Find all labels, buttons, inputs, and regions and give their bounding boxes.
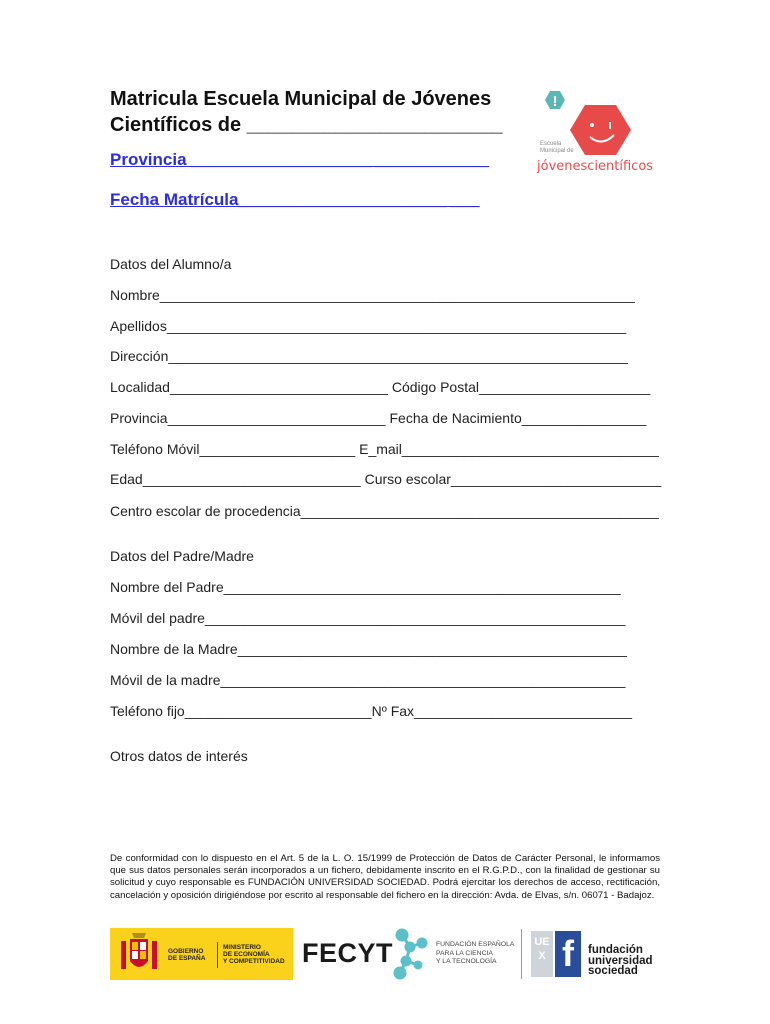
logo-small-text-2: Municipal de xyxy=(540,148,574,154)
provincia-header: Provincia ___________________ ____________ xyxy=(110,150,490,169)
gobierno-line-2: DE ESPAÑA xyxy=(168,955,206,963)
fundacion-f-icon: f xyxy=(555,931,581,977)
field-localidad-cp[interactable]: Localidad____________________________ Código Postal______________________ xyxy=(110,379,651,395)
gobierno-line-1: GOBIERNO xyxy=(168,948,204,955)
uex-fundacion-logo xyxy=(521,929,583,979)
fecyt-logo-text: FECYT xyxy=(302,938,394,968)
fecha-matricula-header: Fecha Matrícula______________________ ___ xyxy=(110,190,480,209)
fu-line-1: fundación xyxy=(588,944,643,956)
alumno-heading: Datos del Alumno/a xyxy=(110,256,232,272)
page-title xyxy=(110,86,530,138)
fecyt-subtitle: FUNDACIÓN ESPAÑOLA PARA LA CIENCIA Y LA TECNOLOGÍA xyxy=(436,941,515,966)
fundacion-universidad-text xyxy=(588,945,653,977)
ministerio-line-3: Y COMPETITIVIDAD xyxy=(223,958,285,966)
field-nombre-madre[interactable]: Nombre de la Madre__________________________________________________ xyxy=(110,641,627,657)
field-direccion[interactable]: Dirección___________________________________________________________ xyxy=(110,348,628,364)
field-telefono-fijo-fax[interactable]: Teléfono fijo________________________Nº Fax____________________________ xyxy=(110,703,633,719)
ministerio-line-1: MINISTERIO xyxy=(223,944,261,951)
uex-mark: UEX xyxy=(531,931,553,977)
fu-line-3: sociedad xyxy=(588,965,638,977)
field-nombre-padre[interactable]: Nombre del Padre___________________________________________________ xyxy=(110,579,621,595)
field-provincia-nacimiento[interactable]: Provincia____________________________ Fecha de Nacimiento________________ xyxy=(110,410,647,426)
jovenes-cientificos-logo xyxy=(530,85,654,180)
field-centro-escolar[interactable]: Centro escolar de procedencia______________________________________________ xyxy=(110,503,659,519)
spain-coat-of-arms-icon xyxy=(118,931,160,977)
fu-line-2: universidad xyxy=(588,954,653,967)
padres-heading: Datos del Padre/Madre xyxy=(110,548,254,564)
logo-small-text-1: Escuela xyxy=(540,141,562,147)
field-edad-curso[interactable]: Edad____________________________ Curso escolar___________________________ xyxy=(110,471,662,487)
legal-notice: De conformidad con lo dispuesto en el Art. 5 de la L. O. 15/1999 de Protección de Datos de Carácter Personal, le informamos que sus datos personales serán incorporados a un fichero, debidamente inscrito en el R.G.P.D., con la finalidad de gestionar su solicitud y cuyo responsable es FUNDACIÓN UNIVERSIDAD SOCIEDAD. Podrá ejercitar los derechos de acceso, rectificación, cancelación y oposición dirigiéndose por escrito al responsable del fichero en la dirección: Avda. de Elvas, s/n. 06071 - Badajoz. xyxy=(110,853,660,901)
field-telefono-email[interactable]: Teléfono Móvil____________________ E_mail_________________________________ xyxy=(110,441,659,457)
title-line-2: Científicos de _______________________ xyxy=(110,114,503,136)
field-apellidos[interactable]: Apellidos___________________________________________________________ xyxy=(110,318,627,334)
gobierno-logo xyxy=(110,928,293,980)
title-line-1: Matricula Escuela Municipal de Jóvenes xyxy=(110,88,492,110)
ministerio-line-2: DE ECONOMÍA xyxy=(223,951,270,959)
field-movil-madre[interactable]: Móvil de la madre____________________________________________________ xyxy=(110,672,626,688)
field-nombre[interactable]: Nombre_____________________________________________________________ xyxy=(110,287,635,303)
otros-heading: Otros datos de interés xyxy=(110,748,248,764)
field-movil-padre[interactable]: Móvil del padre______________________________________________________ xyxy=(110,610,626,626)
fecyt-molecule-icon xyxy=(392,927,434,981)
logo-word-cientificos: científicos xyxy=(587,159,654,174)
logo-word-jovenes: jóvenes xyxy=(537,159,588,174)
logo-exclamation: ! xyxy=(552,93,558,110)
